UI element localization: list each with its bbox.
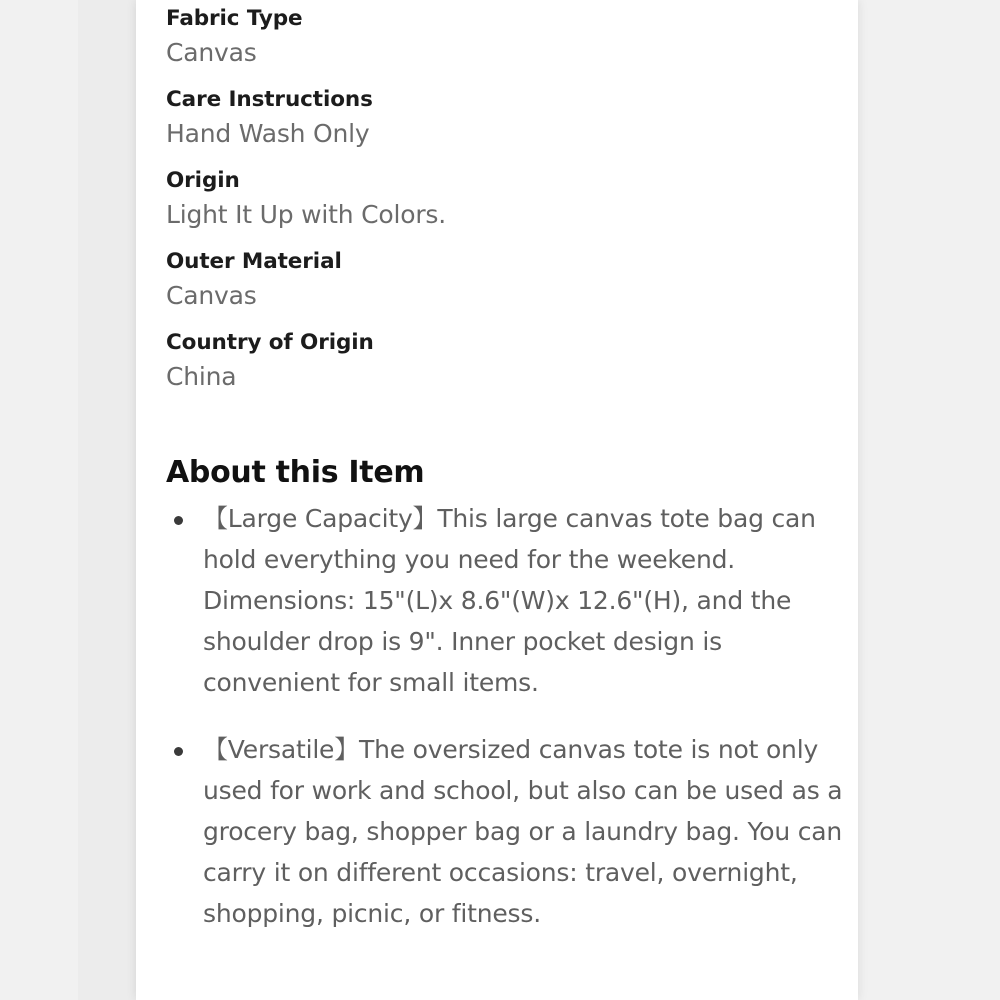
spec-label: Outer Material — [166, 249, 342, 274]
spec-value: China — [166, 362, 237, 391]
about-this-item-list — [166, 498, 858, 934]
page-left-inner-gutter — [78, 0, 136, 1000]
spec-value: Canvas — [166, 38, 257, 67]
spec-row-care-instructions — [166, 79, 858, 160]
about-this-item-title: About this Item — [166, 455, 425, 490]
product-detail-content — [166, 0, 858, 960]
spec-row-origin — [166, 160, 858, 241]
list-item — [166, 729, 858, 934]
spec-label: Origin — [166, 168, 240, 193]
page-right-gutter — [858, 0, 1000, 1000]
product-detail-card — [136, 0, 858, 1000]
spec-row-fabric-type — [166, 0, 858, 79]
spec-label: Fabric Type — [166, 6, 303, 31]
list-item-text: 【Large Capacity】This large canvas tote bag can hold everything you need for the weekend. Dimensions: 15"(L)x 8.6"(W)x 12.6"(H), and the shoulder drop is 9". Inner pocket design is convenient for small items. — [203, 504, 816, 697]
spec-row-outer-material — [166, 241, 858, 322]
spec-row-country-of-origin — [166, 322, 858, 403]
spec-label: Country of Origin — [166, 330, 374, 355]
spec-value: Light It Up with Colors. — [166, 200, 447, 229]
bullet-dot-icon — [174, 747, 183, 756]
list-item-text: 【Versatile】The oversized canvas tote is not only used for work and school, but also can be used as a grocery bag, shopper bag or a laundry bag. You can carry it on different occasions: travel, overnight, shopping, picnic, or fitness. — [203, 735, 843, 928]
spec-value: Canvas — [166, 281, 257, 310]
page-left-gutter — [0, 0, 78, 1000]
spec-label: Care Instructions — [166, 87, 373, 112]
spec-value: Hand Wash Only — [166, 119, 370, 148]
bullet-dot-icon — [174, 516, 183, 525]
list-item — [166, 498, 858, 703]
